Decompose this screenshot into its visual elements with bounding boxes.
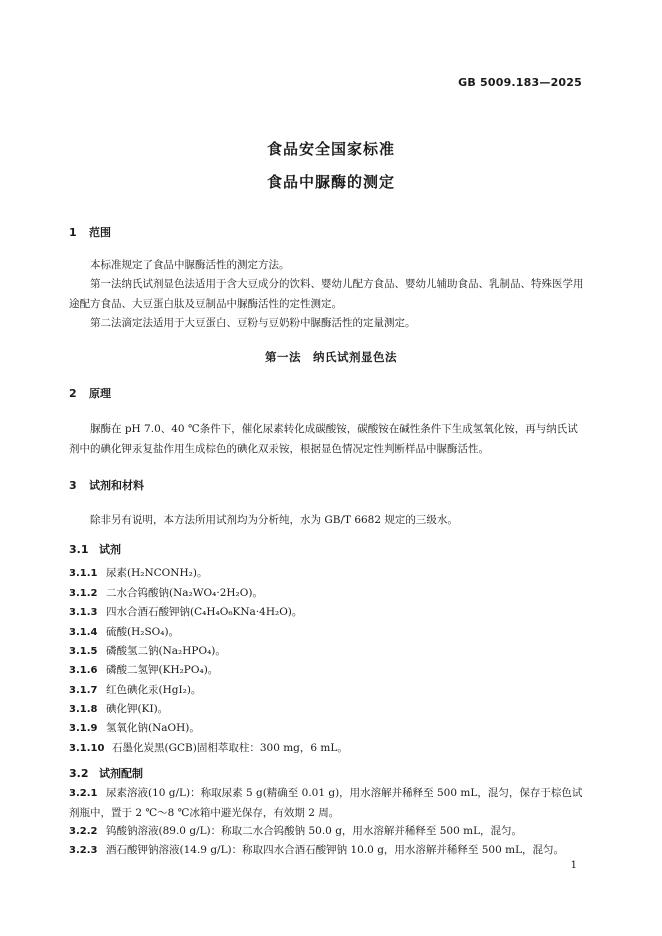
- list-item: [69, 682, 201, 697]
- item-number: 3.1.1: [69, 568, 98, 579]
- item-text: 酒石酸钾钠溶液(14.9 g/L)：称取四水合酒石酸钾钠 10.0 g，用水溶解并稀释至 500 mL，混匀。: [106, 844, 565, 856]
- item-number: 3.1.8: [69, 704, 98, 715]
- paragraph: 本标准规定了食品中脲酶活性的测定方法。: [90, 259, 290, 271]
- section-title: 范围: [89, 226, 111, 239]
- section-3-1-heading: [69, 541, 121, 557]
- section-number: 1: [69, 226, 77, 239]
- list-item: [69, 701, 168, 716]
- list-item: [69, 585, 263, 600]
- list-item: [69, 604, 302, 619]
- section-number: 3: [69, 479, 77, 492]
- item-text: 二水合钨酸钠(Na₂WO₄·2H₂O)。: [106, 587, 263, 599]
- item-number: 3.1.4: [69, 627, 98, 638]
- item-number: 3.1.10: [69, 743, 105, 754]
- page-number: 1: [570, 860, 577, 871]
- item-text: 尿素溶液(10 g/L)：称取尿素 5 g(精确至 0.01 g)，用水溶解并稀释至 500 mL，混匀，保存于棕色试剂瓶中，置于 2 ℃～8 ℃冰箱中避光保存，有效期 2 周。: [69, 787, 583, 819]
- list-item: [69, 720, 200, 735]
- list-item: [69, 784, 584, 823]
- section-number: 3.1: [69, 543, 89, 556]
- section-1-heading: [69, 224, 111, 240]
- item-text: 四水合酒石酸钾钠(C₄H₄O₆KNa·4H₂O)。: [106, 606, 303, 618]
- paragraph: 除非另有说明，本方法所用试剂均为分析纯，水为 GB/T 6682 规定的三级水。: [90, 514, 458, 526]
- item-text: 尿素(H₂NCONH₂)。: [106, 567, 208, 579]
- item-number: 3.2.2: [69, 826, 98, 837]
- section-3-heading: [69, 477, 144, 493]
- item-number: 3.1.6: [69, 665, 98, 676]
- section-title: 试剂和材料: [89, 479, 144, 492]
- item-text: 磷酸二氢钾(KH₂PO₄)。: [106, 664, 219, 676]
- item-text: 钨酸钠溶液(89.0 g/L)：称取二水合钨酸钠 50.0 g，用水溶解并稀释至 500 mL，混匀。: [106, 825, 523, 837]
- standard-number: GB 5009.183—2025: [458, 76, 582, 89]
- paragraph: 第二法滴定法适用于大豆蛋白、豆粉与豆奶粉中脲酶活性的定量测定。: [90, 317, 416, 329]
- item-text: 磷酸氢二钠(Na₂HPO₄)。: [106, 645, 226, 657]
- item-text: 硫酸(H₂SO₄)。: [106, 626, 180, 638]
- list-item: [69, 565, 207, 580]
- document-title-line2: 食品中脲酶的测定: [266, 173, 395, 191]
- section-3-2-heading: [69, 765, 143, 781]
- section-number: 3.2: [69, 767, 89, 780]
- list-item: [69, 662, 218, 677]
- item-number: 3.2.3: [69, 845, 98, 856]
- section-title: 试剂: [99, 543, 121, 556]
- section-title: 原理: [89, 387, 111, 400]
- list-item: [69, 624, 179, 639]
- list-item: [69, 643, 226, 658]
- method-title: 第一法 纳氏试剂显色法: [265, 350, 397, 364]
- item-text: 石墨化炭黑(GCB)固相萃取柱：300 mg，6 mL。: [112, 742, 348, 754]
- paragraph: 第一法纳氏试剂显色法适用于含大豆成分的饮料、婴幼儿配方食品、婴幼儿辅助食品、乳制品、特殊医学用途配方食品、大豆蛋白肽及豆制品中脲酶活性的定性测定。: [69, 278, 584, 310]
- list-item: [69, 841, 584, 861]
- item-number: 3.2.1: [69, 788, 98, 799]
- item-text: 碘化钾(KI)。: [106, 703, 169, 715]
- section-2-heading: [69, 385, 111, 401]
- list-item: [69, 822, 584, 842]
- list-item: [69, 740, 348, 755]
- paragraph: 脲酶在 pH 7.0、40 ℃条件下，催化尿素转化成碳酸铵，碳酸铵在碱性条件下生成氢氧化铵，再与纳氏试剂中的碘化钾汞复盐作用生成棕色的碘化双汞铵，根据显色情况定性判断样品中脲酶活性。: [69, 423, 578, 455]
- item-text: 红色碘化汞(HgI₂)。: [106, 684, 202, 696]
- item-text: 氢氧化钠(NaOH)。: [106, 722, 200, 734]
- section-title: 试剂配制: [99, 767, 143, 780]
- item-number: 3.1.5: [69, 646, 98, 657]
- document-title-line1: 食品安全国家标准: [266, 140, 395, 158]
- item-number: 3.1.9: [69, 723, 98, 734]
- section-number: 2: [69, 387, 77, 400]
- item-number: 3.1.7: [69, 685, 98, 696]
- item-number: 3.1.3: [69, 607, 98, 618]
- item-number: 3.1.2: [69, 588, 98, 599]
